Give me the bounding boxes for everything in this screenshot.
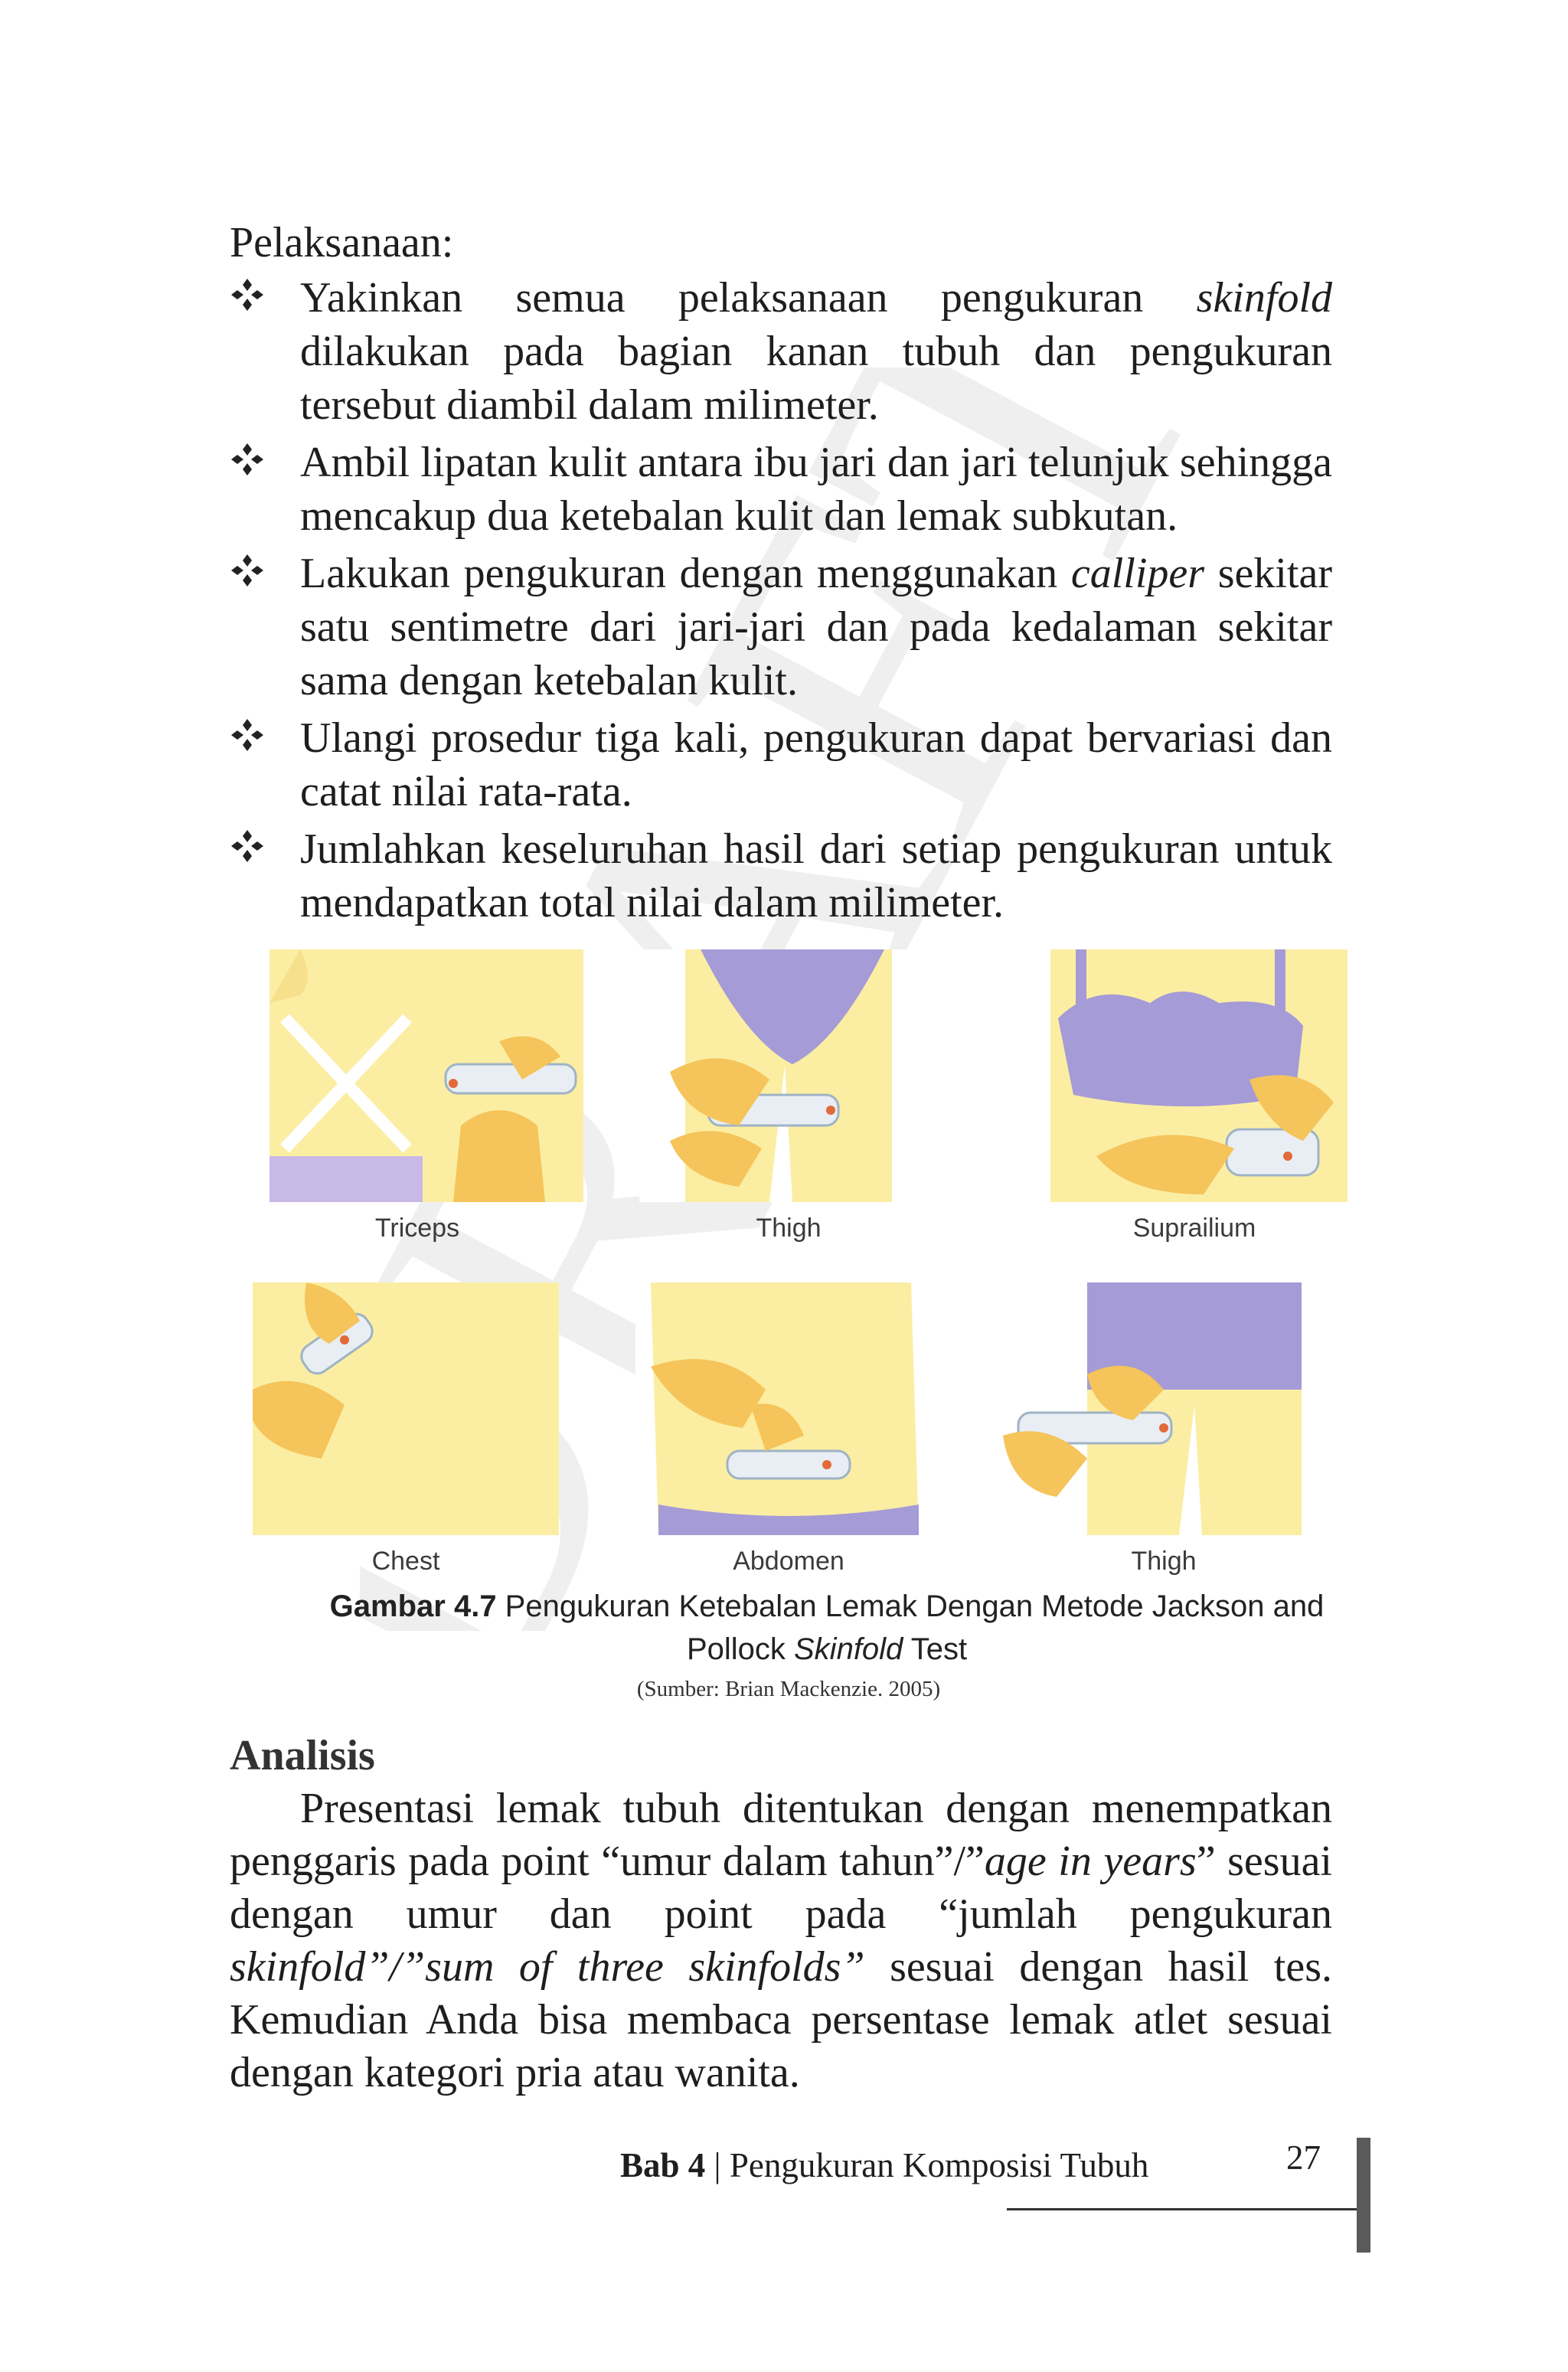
running-footer: Bab 4 | Pengukuran Komposisi Tubuh bbox=[620, 2146, 1149, 2184]
abdomen-illustration bbox=[635, 1282, 942, 1535]
panel-caption: Thigh bbox=[1131, 1547, 1197, 1576]
list-item: Ambil lipatan kulit antara ibu jari dan jari telunjuk sehingga mencakup dua ketebalan kulit dan lemak subkutan. bbox=[230, 436, 1332, 543]
footer-rule bbox=[1007, 2208, 1359, 2210]
page-number: 27 bbox=[1286, 2138, 1321, 2177]
panel-caption: Abdomen bbox=[733, 1547, 844, 1576]
diamond-bullet-icon bbox=[230, 553, 265, 588]
diamond-bullet-icon bbox=[230, 277, 265, 312]
list-item: Ulangi prosedur tiga kali, pengukuran dapat bervariasi dan catat nilai rata-rata. bbox=[230, 711, 1332, 818]
figure-caption: Gambar 4.7 Pengukuran Ketebalan Lemak Dengan Metode Jackson and Pollock Skinfold Test bbox=[329, 1590, 1325, 1666]
instruction-list bbox=[230, 271, 1332, 933]
panel-caption: Triceps bbox=[374, 1214, 460, 1243]
panel-caption: Chest bbox=[371, 1547, 440, 1576]
skinfold-figure bbox=[230, 949, 1348, 1576]
list-item: Yakinkan semua pelaksanaan pengukuran skinfold dilakukan pada bagian kanan tubuh dan pengukuran tersebut diambil dalam milimeter. bbox=[230, 271, 1332, 432]
thigh-illustration bbox=[639, 949, 938, 1202]
chest-illustration bbox=[253, 1282, 559, 1535]
diamond-bullet-icon bbox=[230, 442, 265, 477]
list-item: Lakukan pengukuran dengan menggunakan calliper sekitar satu sentimetre dari jari-jari dan pada kedalaman sekitar sama dengan ketebalan kulit. bbox=[230, 547, 1332, 707]
section-label: Pelaksanaan: bbox=[230, 219, 454, 266]
diamond-bullet-icon bbox=[230, 828, 265, 864]
triceps-illustration bbox=[270, 949, 583, 1202]
thigh-illustration-2 bbox=[1003, 1282, 1325, 1535]
figure-source: (Sumber: Brian Mackenzie. 2005) bbox=[636, 1677, 941, 1701]
list-item: Jumlahkan keseluruhan hasil dari setiap pengukuran untuk mendapatkan total nilai dalam milimeter. bbox=[230, 822, 1332, 930]
section-heading: Analisis bbox=[230, 1732, 375, 1779]
panel-caption: Thigh bbox=[756, 1214, 822, 1243]
diamond-bullet-icon bbox=[230, 717, 265, 753]
suprailium-illustration bbox=[1050, 949, 1348, 1202]
footer-bar bbox=[1357, 2138, 1370, 2253]
panel-caption: Suprailium bbox=[1132, 1214, 1256, 1243]
analysis-paragraph: Presentasi lemak tubuh ditentukan dengan menempatkan penggaris pada point “umur dalam tahun”/”age in years” sesuai dengan umur dan point pada “jumlah pengukuran skinfold”/”sum of three skinfolds” sesuai dengan hasil tes. Kemudian Anda bisa membaca persentase lemak atlet sesuai dengan kategori pria atau wanita. bbox=[230, 1785, 1332, 2096]
